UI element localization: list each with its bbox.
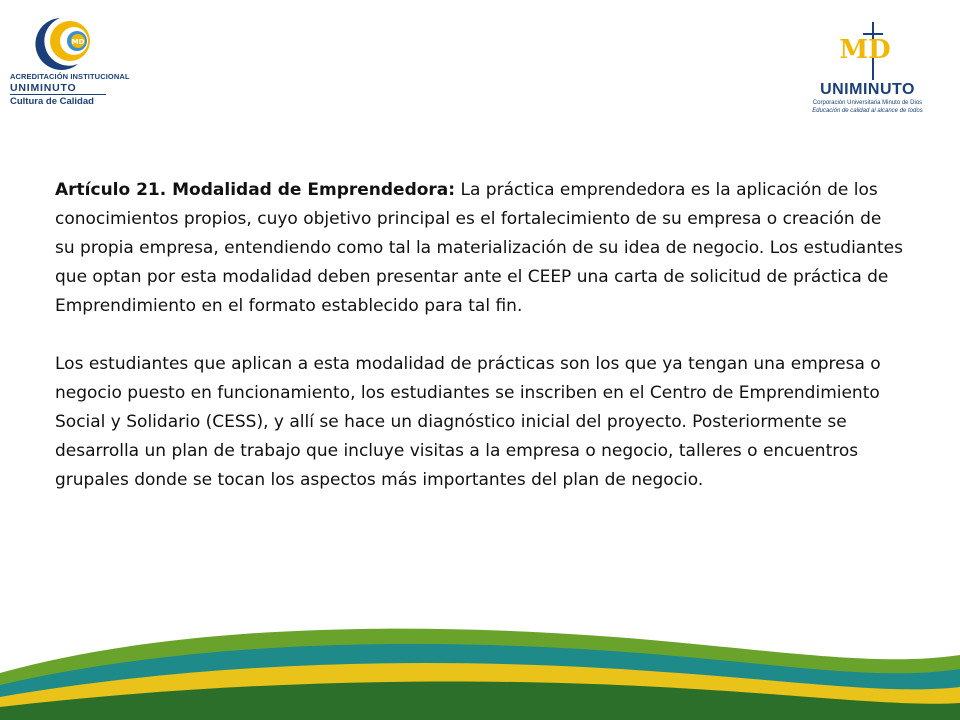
uniminuto-emblem-icon xyxy=(835,20,901,82)
decorative-swoosh xyxy=(0,615,960,720)
accreditation-line2: UNIMINUTO xyxy=(10,82,77,94)
uniminuto-tagline: Educación de calidad al alcance de todos xyxy=(812,108,923,114)
accreditation-emblem-icon xyxy=(20,14,100,72)
emblem-md-text: MD xyxy=(71,38,85,46)
uniminuto-logo xyxy=(800,20,935,120)
article-paragraph-1 xyxy=(55,176,905,321)
article-content xyxy=(55,176,905,495)
article-text-1: La práctica emprendedora es la aplicación de los conocimientos propios, cuyo objetivo principal es el fortalecimiento de su empresa o creación de su propia empresa, entendiendo como tal la materialización de su idea de negocio. Los estudiantes que optan por esta modalidad deben presentar ante el CEEP una carta de solicitud de práctica de Emprendimiento en el formato establecido para tal fin. xyxy=(55,180,903,316)
uniminuto-subtitle: Corporación Universitaria Minuto de Dios xyxy=(812,100,923,106)
article-heading: Artículo 21. Modalidad de Emprendedora: xyxy=(55,180,456,200)
uniminuto-name: UNIMINUTO xyxy=(820,81,915,98)
logo-divider xyxy=(10,94,106,95)
article-paragraph-2: Los estudiantes que aplican a esta modalidad de prácticas son los que ya tengan una empresa o negocio puesto en funcionamiento, los estudiantes se inscriben en el Centro de Emprendimiento Social y Solidario (CESS), y allí se hace un diagnóstico inicial del proyecto. Posteriormente se desarrolla un plan de trabajo que incluye visitas a la empresa o negocio, talleres o encuentros grupales donde se tocan los aspectos más importantes del plan de negocio. xyxy=(55,354,881,490)
emblem-md-text: MD xyxy=(839,35,891,65)
accreditation-line1: ACREDITACIÓN INSTITUCIONAL xyxy=(10,72,130,81)
accreditation-line3: Cultura de Calidad xyxy=(10,96,94,107)
accreditation-logo xyxy=(10,14,130,110)
